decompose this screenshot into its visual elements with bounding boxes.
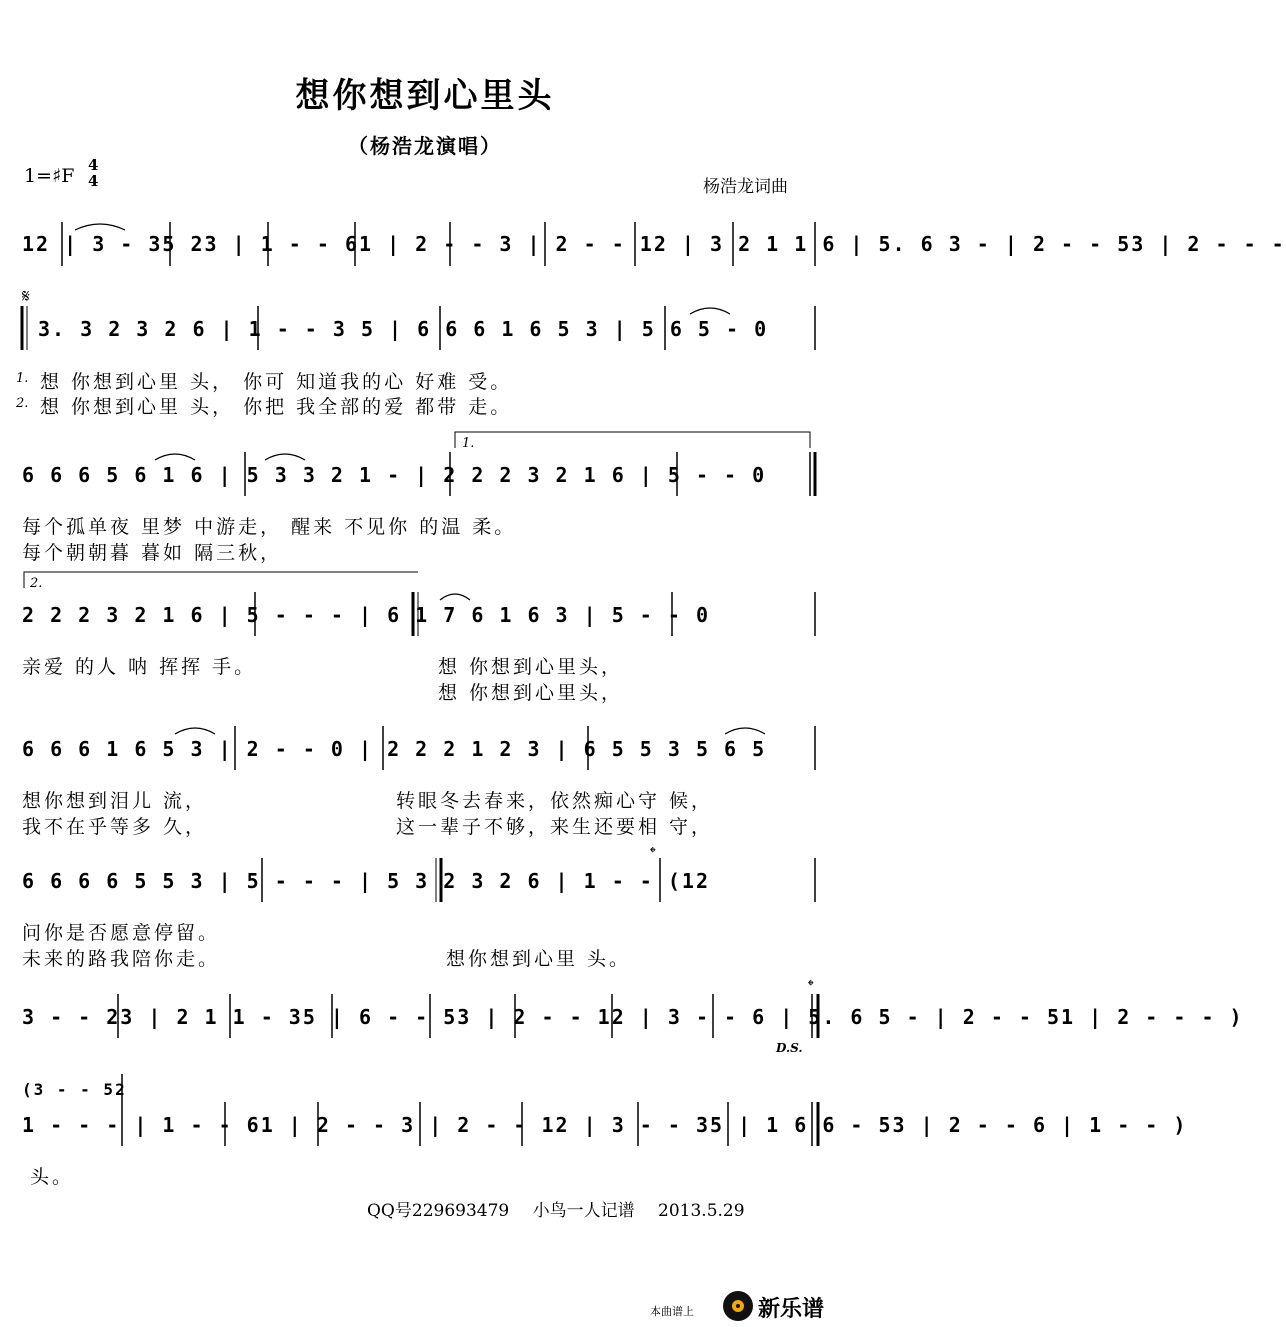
lyrics-2-verse-2: 想 你想到心里 头， 你把 我全部的爱 都带 走。 [40, 396, 513, 418]
lyrics-2-verse-1: 想 你想到心里 头， 你可 知道我的心 好难 受。 [40, 371, 513, 393]
lyrics-5b-verse-2: 这一辈子不够，来生还要相 守， [396, 816, 714, 838]
volta-2-label: 2. [30, 576, 43, 591]
lyrics-6-verse-2: 未来的路我陪你走。 [22, 948, 221, 970]
lyrics-6-ending: 想你想到心里 头。 [446, 948, 632, 970]
lyrics-4-refrain-1: 想 你想到心里头， [438, 656, 624, 678]
volta-1-bracket [0, 428, 850, 448]
time-signature-bottom: 4 [88, 172, 99, 190]
singer-subtitle: （杨浩龙演唱） [348, 134, 502, 158]
staff-1-notes: 12 | 3 - 35 23 | 1 - - 61 | 2 - - 3 | 2 - - 12 | 3 2 1 1 6 | 5. 6 3 - | 2 - - 53 | 2 - - - [22, 232, 1286, 256]
coda-end-icon: 𝄌 [808, 976, 814, 995]
staff-6-notes: 6 6 6 6 5 5 3 | 5 - - - | 5 3 2 3 2 6 | 1 - - (12 [22, 869, 711, 893]
volta-1-label: 1. [462, 436, 475, 451]
time-signature [88, 157, 98, 189]
lyrics-5-verse-2: 我不在乎等多 久， [22, 816, 208, 838]
staff-7-notes: 3 - - 23 | 2 1 1 - 35 | 6 - - 53 | 2 - - 12 | 3 - - 6 | 5. 6 5 - | 2 - - 51 | 2 - - - ) [22, 1005, 1244, 1029]
lyrics-4-verse-1: 亲爱 的人 呐 挥挥 手。 [22, 656, 257, 678]
volta-2-bracket [0, 568, 850, 588]
disc-icon [722, 1290, 754, 1322]
lyrics-3-verse-2: 每个朝朝暮 暮如 隔三秋， [22, 542, 283, 564]
lyrics-6-verse-1: 问你是否愿意停留。 [22, 922, 221, 944]
ds-marking: D.S. [776, 1041, 803, 1055]
verse-2-number: 2. [16, 396, 29, 411]
staff-8-notes: 1 - - - | 1 - - 61 | 2 - - 3 | 2 - - 12 | 3 - - 35 | 1 6 6 - 53 | 2 - - 6 | 1 - - ) [22, 1113, 1188, 1137]
lyrics-5-verse-1: 想你想到泪儿 流， [22, 790, 208, 812]
brand-prefix: 本曲谱上 [650, 1305, 694, 1318]
staff-8-alternate: (3 - - 52 [22, 1080, 127, 1099]
lyrics-3-verse-1: 每个孤单夜 里梦 中游走， 醒来 不见你 的温 柔。 [22, 516, 517, 538]
key-signature: 1=♯F [24, 165, 75, 187]
staff-4-notes: 2 2 2 3 2 1 6 | 5 - - - | 6 1 7 6 1 6 3 | 5 - - 0 [22, 603, 711, 627]
staff-3-notes: 6 6 6 5 6 1 6 | 5 3 3 2 1 - | 2 2 2 3 2 1 6 | 5 - - 0 [22, 463, 767, 487]
lyrics-8: 头。 [30, 1166, 75, 1188]
staff-2-notes: 3. 3 2 3 2 6 | 1 - - 3 5 | 6 6 6 1 6 5 3 | 5 6 5 - 0 [38, 317, 769, 341]
transcriber-credit: QQ号229693479 小鸟一人记谱 2013.5.29 [367, 1201, 745, 1221]
time-signature-top: 4 [88, 156, 99, 174]
segno-icon: 𝄋 [22, 286, 30, 307]
lyrics-5b-verse-1: 转眼冬去春来，依然痴心守 候， [396, 790, 714, 812]
staff-5-notes: 6 6 6 1 6 5 3 | 2 - - 0 | 2 2 2 1 2 3 | 6 5 5 3 5 6 5 [22, 737, 767, 761]
brand-name: 新乐谱 [758, 1297, 825, 1322]
verse-1-number: 1. [16, 371, 29, 386]
composer-credit: 杨浩龙词曲 [703, 177, 788, 197]
song-title: 想你想到心里头 [295, 76, 555, 116]
coda-icon: 𝄌 [650, 843, 656, 862]
lyrics-4-refrain-2: 想 你想到心里头， [438, 682, 624, 704]
